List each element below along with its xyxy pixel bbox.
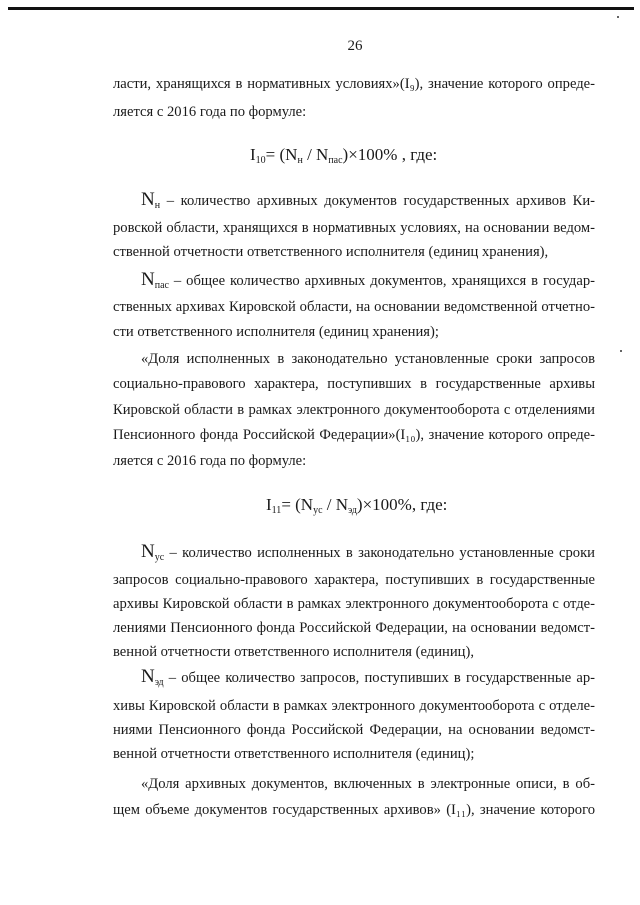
definition-line	[141, 270, 595, 296]
formula-tail: )×100% , где:	[342, 145, 438, 164]
text-line: архивы Кировской области в рамках электронного документооборота с отде-	[113, 596, 595, 612]
term-sub: пас	[154, 280, 169, 291]
text-line: ласти, хранящихся в нормативных условиях»(I₉), значение которого опреде-	[113, 76, 595, 92]
text-line: ляется с 2016 года по формуле:	[113, 453, 307, 469]
term-symbol: N	[141, 269, 155, 290]
formula-tail: )×100%, где:	[356, 495, 448, 514]
top-rule	[8, 7, 634, 10]
formula-slash: / N	[302, 145, 329, 164]
term-sub: н	[154, 200, 161, 211]
term-sub: ус	[154, 552, 165, 563]
text-line: венной отчетности ответственного исполнителя (единиц);	[113, 746, 475, 762]
text-line: лениями Пенсионного фонда Российской Федерации, на основании ведомст-	[113, 620, 595, 636]
definition-line	[141, 667, 595, 693]
text-line: ственной отчетности ответственного исполнителя (единиц хранения),	[113, 244, 549, 260]
formula-i10	[250, 145, 437, 166]
text-line: сти ответственного исполнителя (единиц хранения);	[113, 324, 439, 340]
text-line: социально-правового характера, поступивших в государственные архивы	[113, 376, 595, 392]
formula-numerator-sub: н	[297, 155, 303, 166]
term-text: – количество исполненных в законодательно установленные сроки	[169, 545, 595, 561]
text-line: «Доля исполненных в законодательно установленные сроки запросов	[141, 351, 595, 367]
text-line: венной отчетности ответственного исполнителя (единиц),	[113, 644, 474, 660]
formula-lhs: I	[250, 145, 256, 164]
scan-speck	[620, 350, 622, 352]
term-symbol: N	[141, 666, 155, 687]
formula-numerator-sub: ус	[313, 505, 323, 516]
term-symbol: N	[141, 189, 155, 210]
term-text: – общее количество архивных документов, хранящихся в государ-	[173, 273, 595, 289]
formula-slash: / N	[322, 495, 349, 514]
formula-denominator-sub: эд	[348, 505, 357, 516]
formula-eq: = (N	[265, 145, 298, 164]
page-number: 26	[347, 38, 363, 54]
formula-lhs-sub: 11	[271, 505, 282, 516]
text-line: щем объеме документов государственных архивов» (I₁₁), значение которого	[113, 802, 595, 818]
formula-eq: = (N	[281, 495, 314, 514]
text-line: Кировской области в рамках электронного документооборота с отделениями	[113, 402, 595, 418]
term-text: – общее количество запросов, поступивших в государственные ар-	[168, 670, 595, 686]
term-symbol: N	[141, 541, 155, 562]
definition-line	[141, 190, 595, 216]
text-line: ниями Пенсионного фонда Российской Федерации, на основании ведомст-	[113, 722, 595, 738]
term-text: – количество архивных документов государственных архивов Ки-	[166, 193, 595, 209]
text-line: Пенсионного фонда Российской Федерации»(I₁₀), значение которого опреде-	[113, 427, 595, 443]
definition-line	[141, 542, 595, 568]
text-line: ляется с 2016 года по формуле:	[113, 104, 307, 120]
text-line: ственных архивах Кировской области, на основании ведомственной отчетно-	[113, 299, 595, 315]
text-line: запросов социально-правового характера, поступивших в государственные	[113, 572, 595, 588]
formula-i11	[266, 495, 447, 516]
formula-denominator-sub: пас	[328, 155, 343, 166]
formula-lhs-sub: 10	[255, 155, 266, 166]
text-line: хивы Кировской области в рамках электронного документооборота с отделе-	[113, 698, 595, 714]
term-sub: эд	[154, 677, 164, 688]
scan-speck	[617, 16, 619, 18]
formula-lhs: I	[266, 495, 272, 514]
text-line: «Доля архивных документов, включенных в электронные описи, в об-	[141, 776, 595, 792]
text-line: ровской области, хранящихся в нормативных условиях, на основании ведом-	[113, 220, 595, 236]
